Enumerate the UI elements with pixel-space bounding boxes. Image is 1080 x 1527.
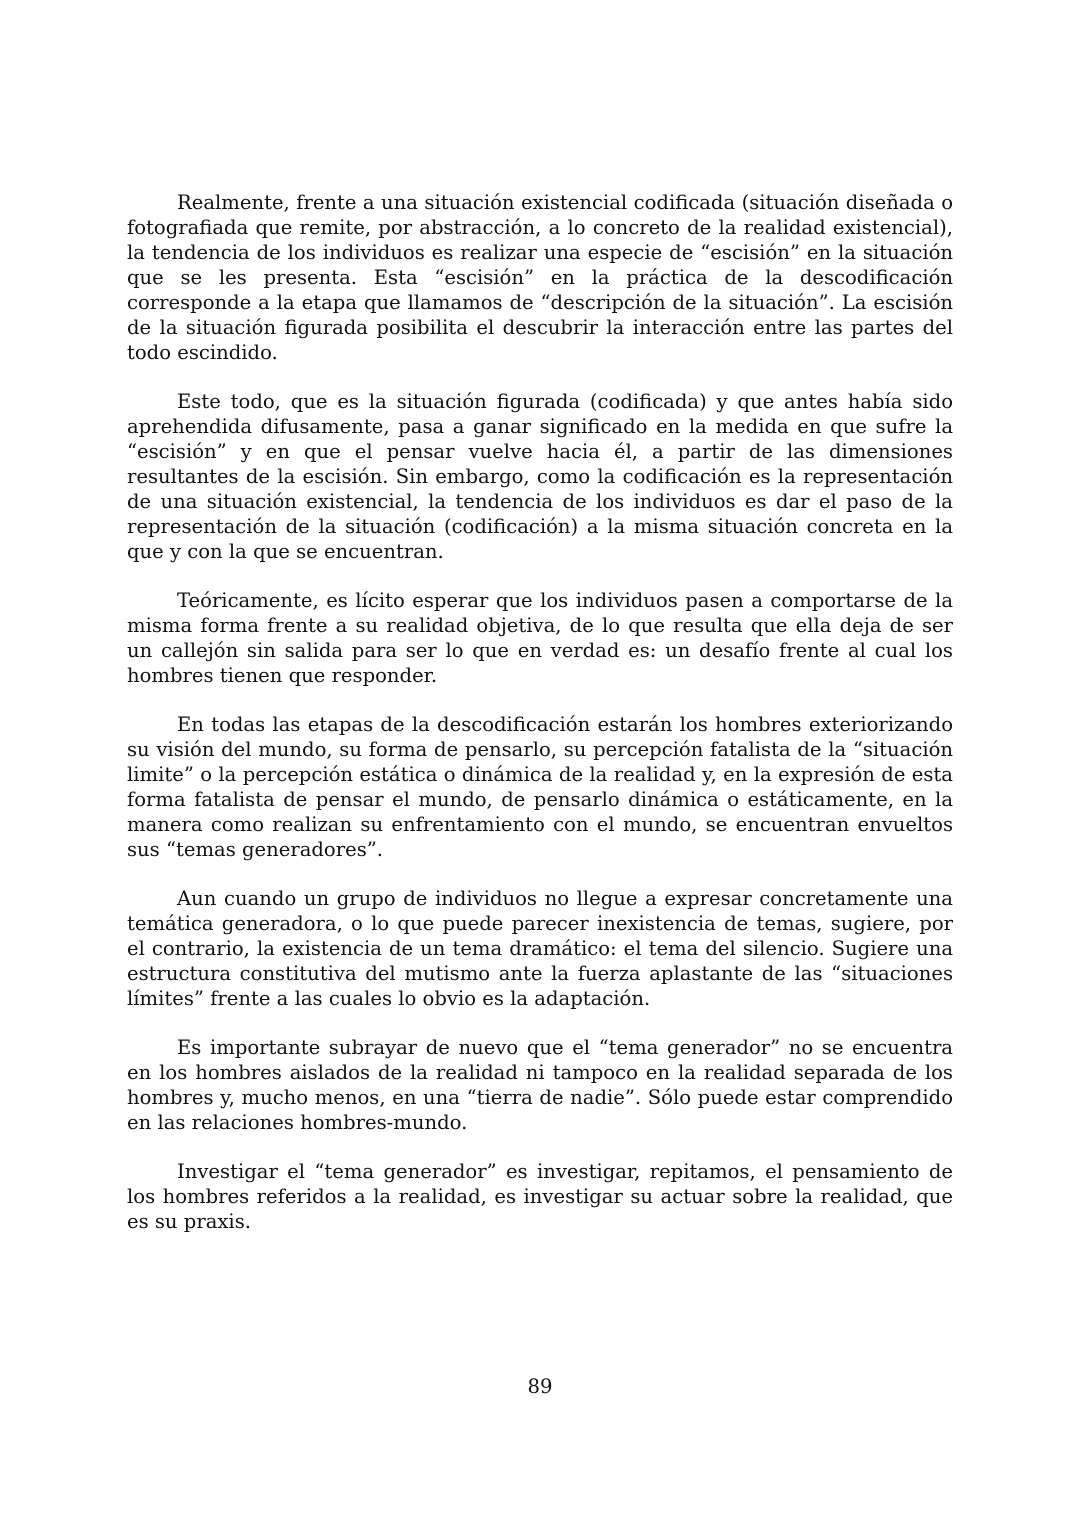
paragraph-6: Es importante subrayar de nuevo que el “tema generador” no se encuentra en los hombres aislados de la realidad ni tampoco en la realidad separada de los hombres y, mucho menos, en una “tierra de nadie”. Sólo puede estar comprendido en las relaciones hombres-mundo. <box>127 1036 953 1134</box>
paragraph-3: Teóricamente, es lícito esperar que los individuos pasen a comportarse de la misma forma frente a su realidad objetiva, de lo que resulta que ella deja de ser un callejón sin salida para ser lo que en verdad es: un desafío frente al cual los hombres tienen que responder. <box>127 589 953 687</box>
paragraph-7: Investigar el “tema generador” es investigar, repitamos, el pensamiento de los hombres referidos a la realidad, es investigar su actuar sobre la realidad, que es su praxis. <box>127 1160 953 1233</box>
page-number: 89 <box>527 1375 553 1398</box>
paragraph-5: Aun cuando un grupo de individuos no llegue a expresar concretamente una temática generadora, o lo que puede parecer inexistencia de temas, sugiere, por el contrario, la existencia de un tema dramático: el tema del silencio. Sugiere una estructura constitutiva del mutismo ante la fuerza aplastante de las “situaciones límites” frente a las cuales lo obvio es la adaptación. <box>127 887 953 1010</box>
text-body <box>127 190 953 1258</box>
paragraph-2: Este todo, que es la situación figurada (codificada) y que antes había sido aprehendida difusamente, pasa a ganar significado en la medida en que sufre la “escisión” y en que el pensar vuelve hacia él, a partir de las dimensiones resultantes de la escisión. Sin embargo, como la codificación es la representación de una situación existencial, la tendencia de los individuos es dar el paso de la representación de la situación (codificación) a la misma situación concreta en la que y con la que se encuentran. <box>127 390 953 563</box>
paragraph-4: En todas las etapas de la descodificación estarán los hombres exteriorizando su visión del mundo, su forma de pensarlo, su percepción fatalista de la “situación limite” o la percepción estática o dinámica de la realidad y, en la expresión de esta forma fatalista de pensar el mundo, de pensarlo dinámica o estáticamente, en la manera como realizan su enfrentamiento con el mundo, se encuentran envueltos sus “temas generadores”. <box>127 713 953 861</box>
paragraph-1: Realmente, frente a una situación existencial codificada (situación diseñada o fotografiada que remite, por abstracción, a lo concreto de la realidad existencial), la tendencia de los individuos es realizar una especie de “escisión” en la situación que se les presenta. Esta “escisión” en la práctica de la descodificación corresponde a la etapa que llamamos de “descripción de la situación”. La escisión de la situación figurada posibilita el descubrir la interacción entre las partes del todo escindido. <box>127 191 953 364</box>
